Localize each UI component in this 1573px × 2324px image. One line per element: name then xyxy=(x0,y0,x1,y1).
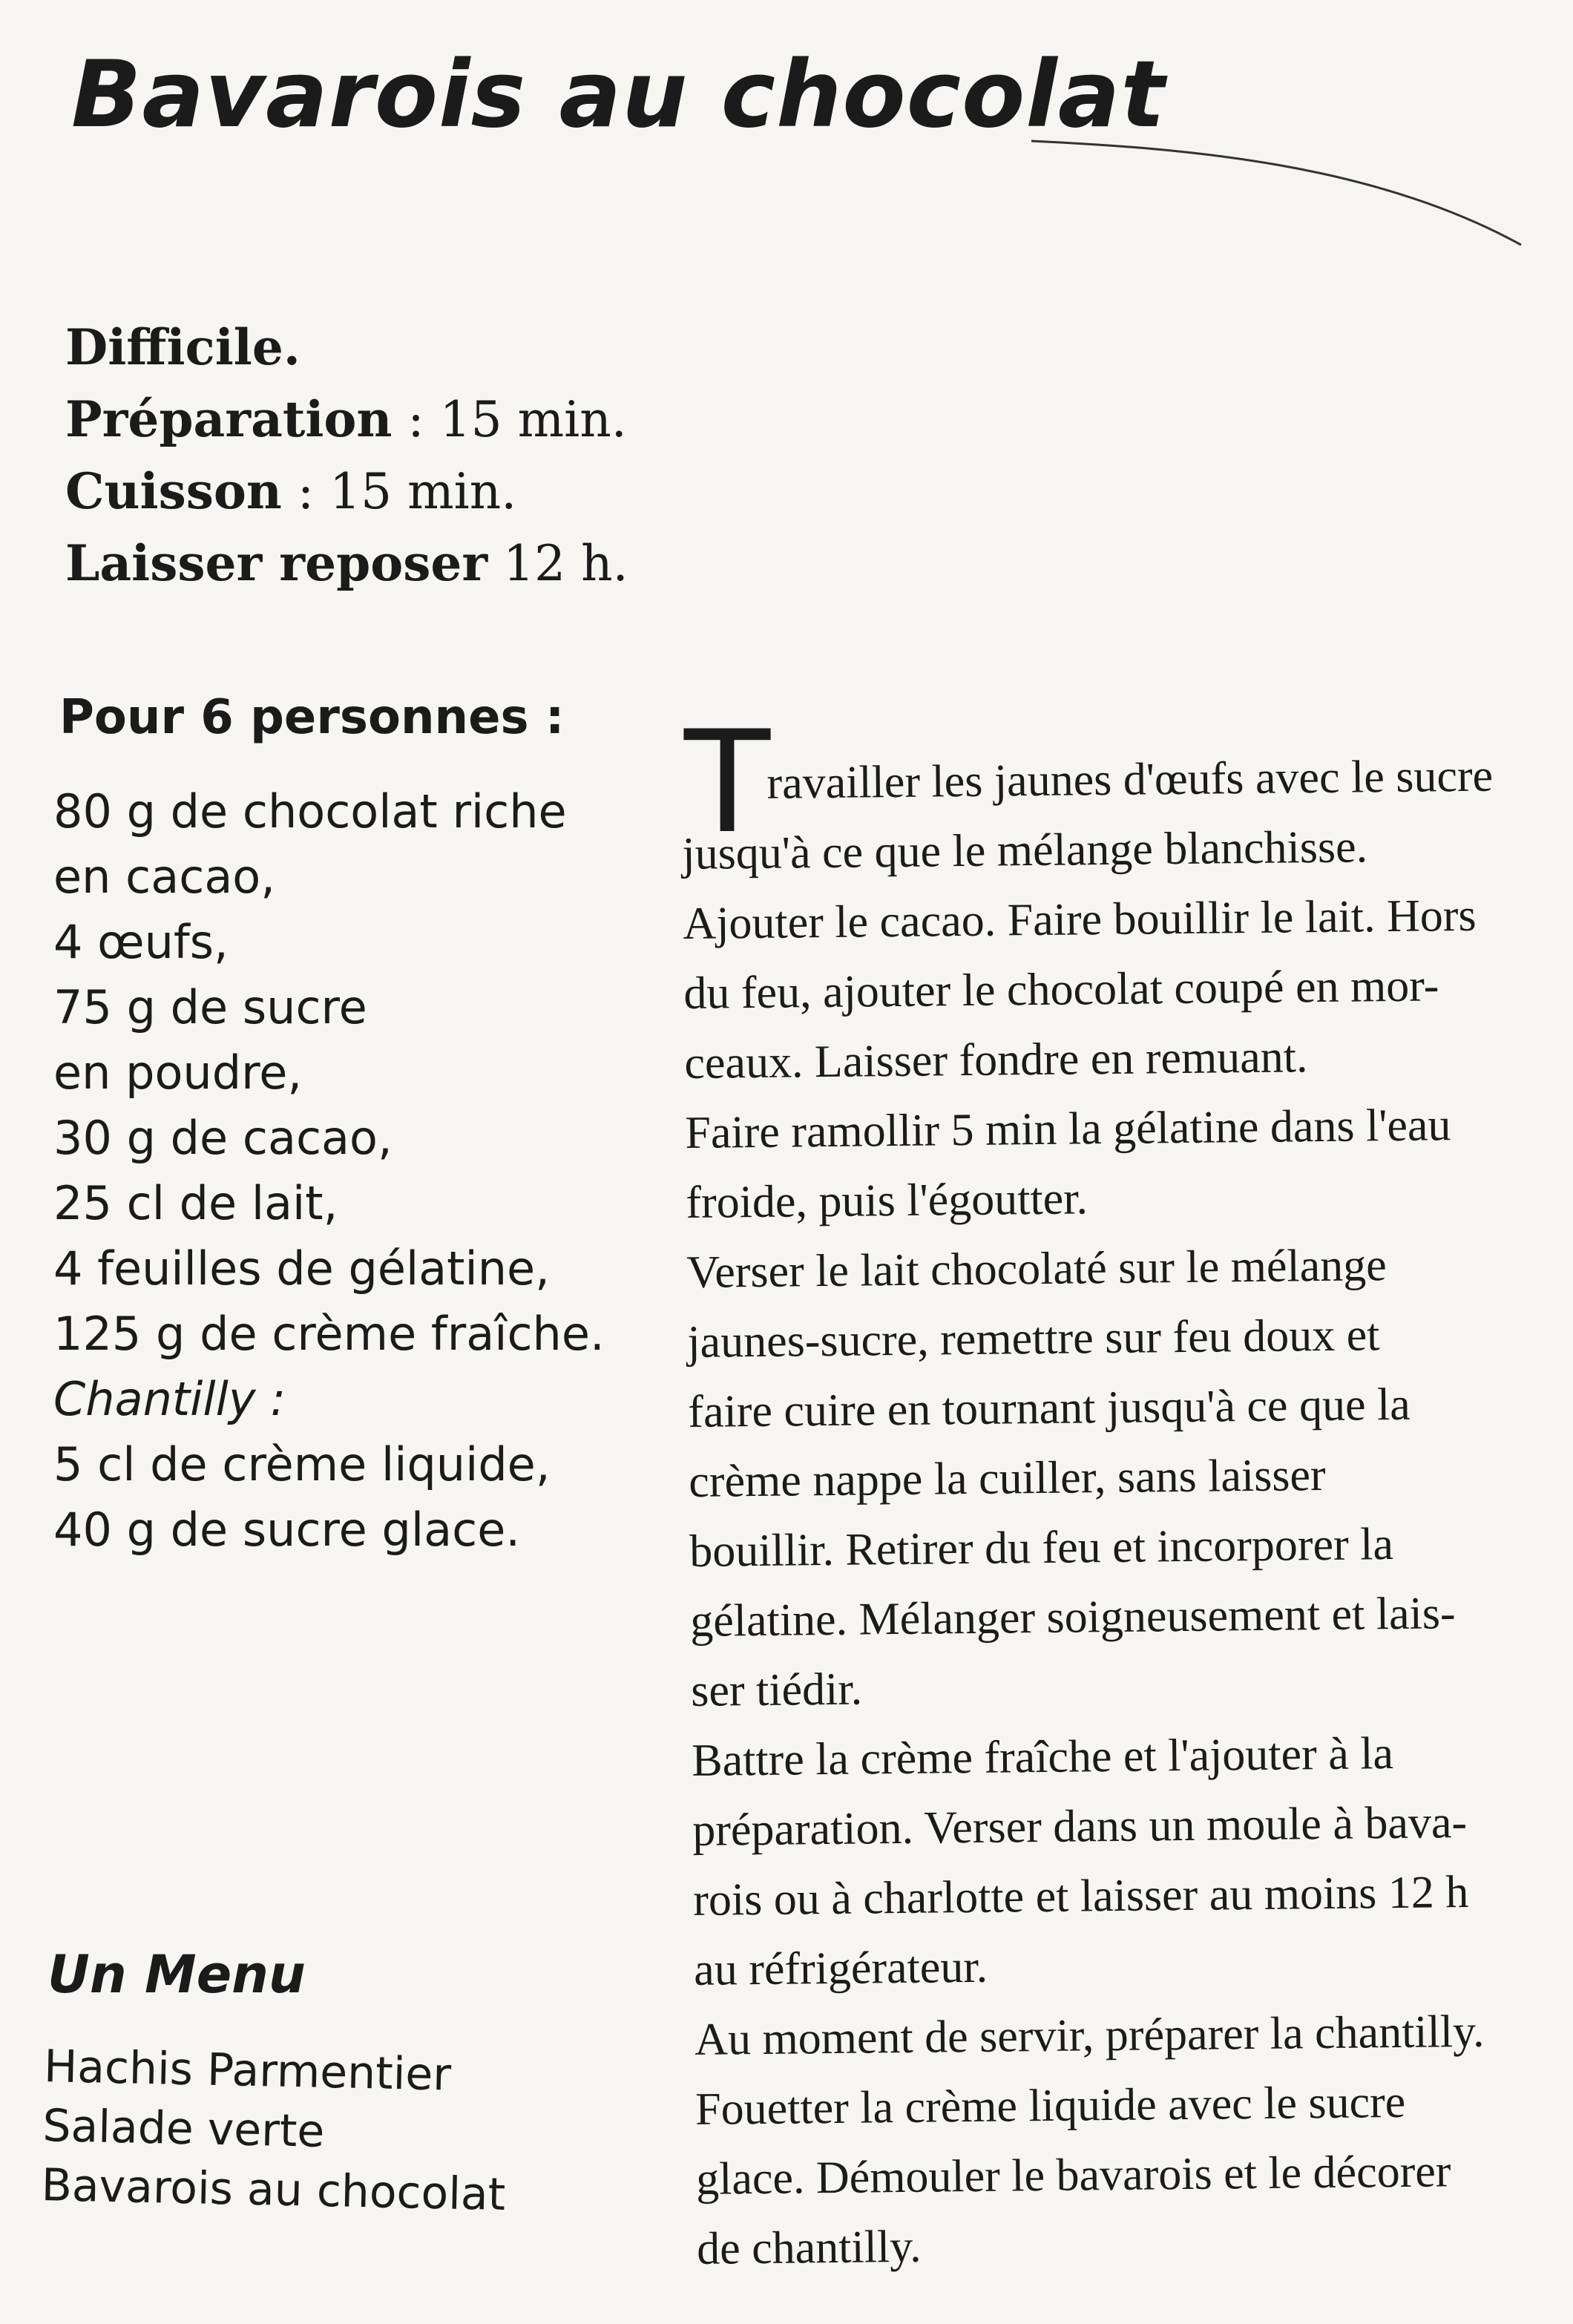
ingredients-heading: Pour 6 personnes : xyxy=(59,690,565,745)
instruction-line: du feu, ajouter le chocolat coupé en mor- xyxy=(683,960,1439,1019)
difficulty: Difficile. xyxy=(65,318,301,376)
menu-item: Hachis Parmentier xyxy=(43,2040,452,2101)
instruction-line: ravailler les jaunes d'œufs avec le sucre xyxy=(766,750,1494,809)
cooking-time: Cuisson : 15 min. xyxy=(65,462,517,520)
ingredient-item: 80 g de chocolat riche xyxy=(53,784,567,838)
ingredient-item: 40 g de sucre glace. xyxy=(53,1503,521,1557)
instruction-line: faire cuire en tournant jusqu'à ce que la xyxy=(687,1379,1411,1437)
instruction-line: au réfrigérateur. xyxy=(693,1941,988,1995)
ingredient-item: 25 cl de lait, xyxy=(53,1176,338,1230)
instruction-line: Battre la crème fraîche et l'ajouter à la xyxy=(691,1728,1394,1786)
ingredients-list xyxy=(53,779,617,1563)
menu-heading: Un Menu xyxy=(47,1944,306,2005)
instruction-line: gélatine. Mélanger soigneusement et lais- xyxy=(689,1588,1456,1647)
ingredient-item: 30 g de cacao, xyxy=(53,1111,393,1165)
instructions-text xyxy=(681,741,1551,2284)
instruction-line: jaunes-sucre, remettre sur feu doux et xyxy=(687,1310,1380,1368)
recipe-title: Bavarois au chocolat xyxy=(71,42,1166,148)
instruction-line: bouillir. Retirer du feu et incorporer la xyxy=(689,1519,1394,1577)
instruction-line: de chantilly. xyxy=(696,2221,922,2274)
ingredient-item: en poudre, xyxy=(53,1046,303,1100)
instruction-line: Verser le lait chocolaté sur le mélange xyxy=(686,1240,1388,1298)
ingredient-item: 4 feuilles de gélatine, xyxy=(53,1241,550,1296)
drop-cap: T xyxy=(684,700,771,864)
instruction-line: ceaux. Laisser fondre en remuant. xyxy=(684,1031,1308,1089)
instruction-line: rois ou à charlotte et laisser au moins 12 h xyxy=(692,1866,1469,1926)
instruction-line: Faire ramollir 5 min la gélatine dans l'eau xyxy=(685,1100,1451,1158)
instruction-line: Fouetter la crème liquide avec le sucre xyxy=(694,2076,1406,2135)
instruction-line: crème nappe la cuiller, sans laisser xyxy=(688,1449,1326,1507)
instruction-line: glace. Démouler le bavarois et le décorer xyxy=(695,2146,1451,2205)
instruction-line: Ajouter le cacao. Faire bouillir le lait. Hors xyxy=(683,890,1477,949)
preparation-time: Préparation : 15 min. xyxy=(65,390,627,448)
ingredient-item: 125 g de crème fraîche. xyxy=(53,1307,605,1361)
instruction-line: froide, puis l'égoutter. xyxy=(686,1173,1088,1228)
ingredient-item: 5 cl de crème liquide, xyxy=(53,1437,551,1491)
instruction-line: préparation. Verser dans un moule à bava- xyxy=(692,1796,1468,1856)
menu-list xyxy=(41,2037,508,2225)
recipe-meta xyxy=(65,312,628,600)
instruction-line: ser tiédir. xyxy=(690,1664,863,1716)
instruction-line: Au moment de servir, préparer la chantilly. xyxy=(694,2006,1485,2065)
chantilly-subheading: Chantilly : xyxy=(53,1372,286,1426)
ingredient-item: en cacao, xyxy=(53,850,275,904)
rest-time: Laisser reposer 12 h. xyxy=(65,534,628,592)
ingredient-item: 75 g de sucre xyxy=(53,980,367,1034)
ingredient-item: 4 œufs, xyxy=(53,915,229,969)
instruction-line: jusqu'à ce que le mélange blanchisse. xyxy=(682,821,1368,879)
menu-item: Bavarois au chocolat xyxy=(41,2159,506,2222)
menu-item: Salade verte xyxy=(42,2099,326,2158)
